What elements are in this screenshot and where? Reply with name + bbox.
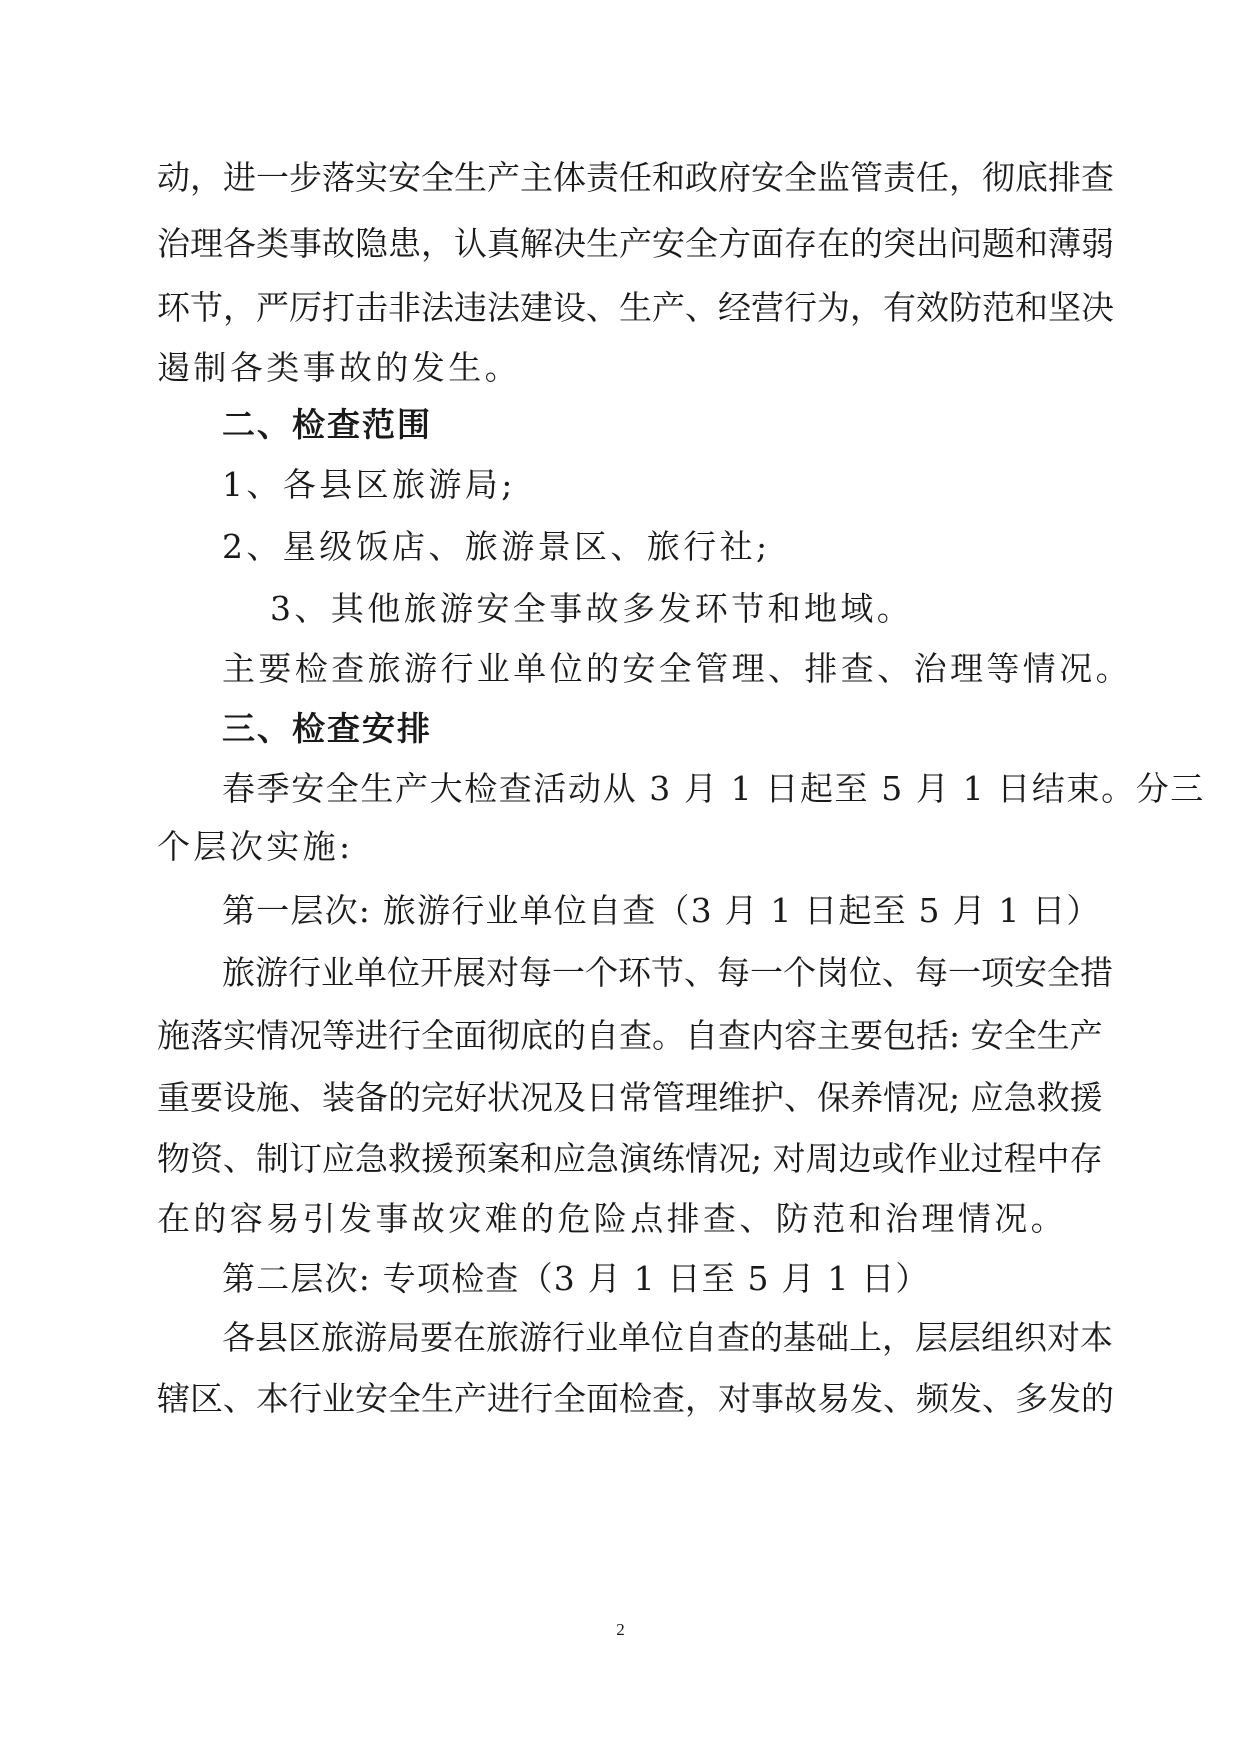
body-line: 在的容易引发事故灾难的危险点排查、防范和治理情况。 [157, 1199, 1067, 1238]
body-line: 春季安全生产大检查活动从 3 月 1 日起至 5 月 1 日结束。分三 [222, 769, 1205, 808]
body-line: 旅游行业单位开展对每一个环节、每一个岗位、每一项安全措 [222, 953, 1113, 992]
body-line: 辖区、本行业安全生产进行全面检查，对事故易发、频发、多发的 [157, 1379, 1114, 1418]
list-item: 3、其他旅游安全事故多发环节和地域。 [270, 589, 914, 628]
page-number: 2 [616, 1620, 625, 1639]
list-item: 2、星级饭店、旅游景区、旅行社; [222, 527, 771, 566]
body-line: 各县区旅游局要在旅游行业单位自查的基础上，层层组织对本 [222, 1318, 1113, 1357]
section-heading: 二、检查范围 [222, 405, 432, 444]
list-item: 1、各县区旅游局; [222, 465, 516, 504]
body-line: 重要设施、装备的完好状况及日常管理维护、保养情况; 应急救援 [157, 1078, 1103, 1117]
level-heading: 第一层次: 旅游行业单位自查（3 月 1 日起至 5 月 1 日） [222, 891, 1101, 930]
body-line: 个层次实施: [157, 827, 354, 866]
body-line: 遏制各类事故的发生。 [157, 348, 521, 387]
body-line: 主要检查旅游行业单位的安全管理、排查、治理等情况。 [222, 649, 1132, 688]
body-line: 物资、制订应急救援预案和应急演练情况; 对周边或作业过程中存 [157, 1139, 1103, 1178]
body-line: 治理各类事故隐患，认真解决生产安全方面存在的突出问题和薄弱 [157, 224, 1114, 263]
body-line: 环节，严厉打击非法违法建设、生产、经营行为，有效防范和坚决 [157, 288, 1114, 327]
level-heading: 第二层次: 专项检查（3 月 1 日至 5 月 1 日） [222, 1259, 930, 1298]
body-line: 动，进一步落实安全生产主体责任和政府安全监管责任，彻底排查 [157, 158, 1114, 197]
section-heading: 三、检查安排 [222, 709, 432, 748]
body-line: 施落实情况等进行全面彻底的自查。自查内容主要包括: 安全生产 [157, 1016, 1103, 1055]
